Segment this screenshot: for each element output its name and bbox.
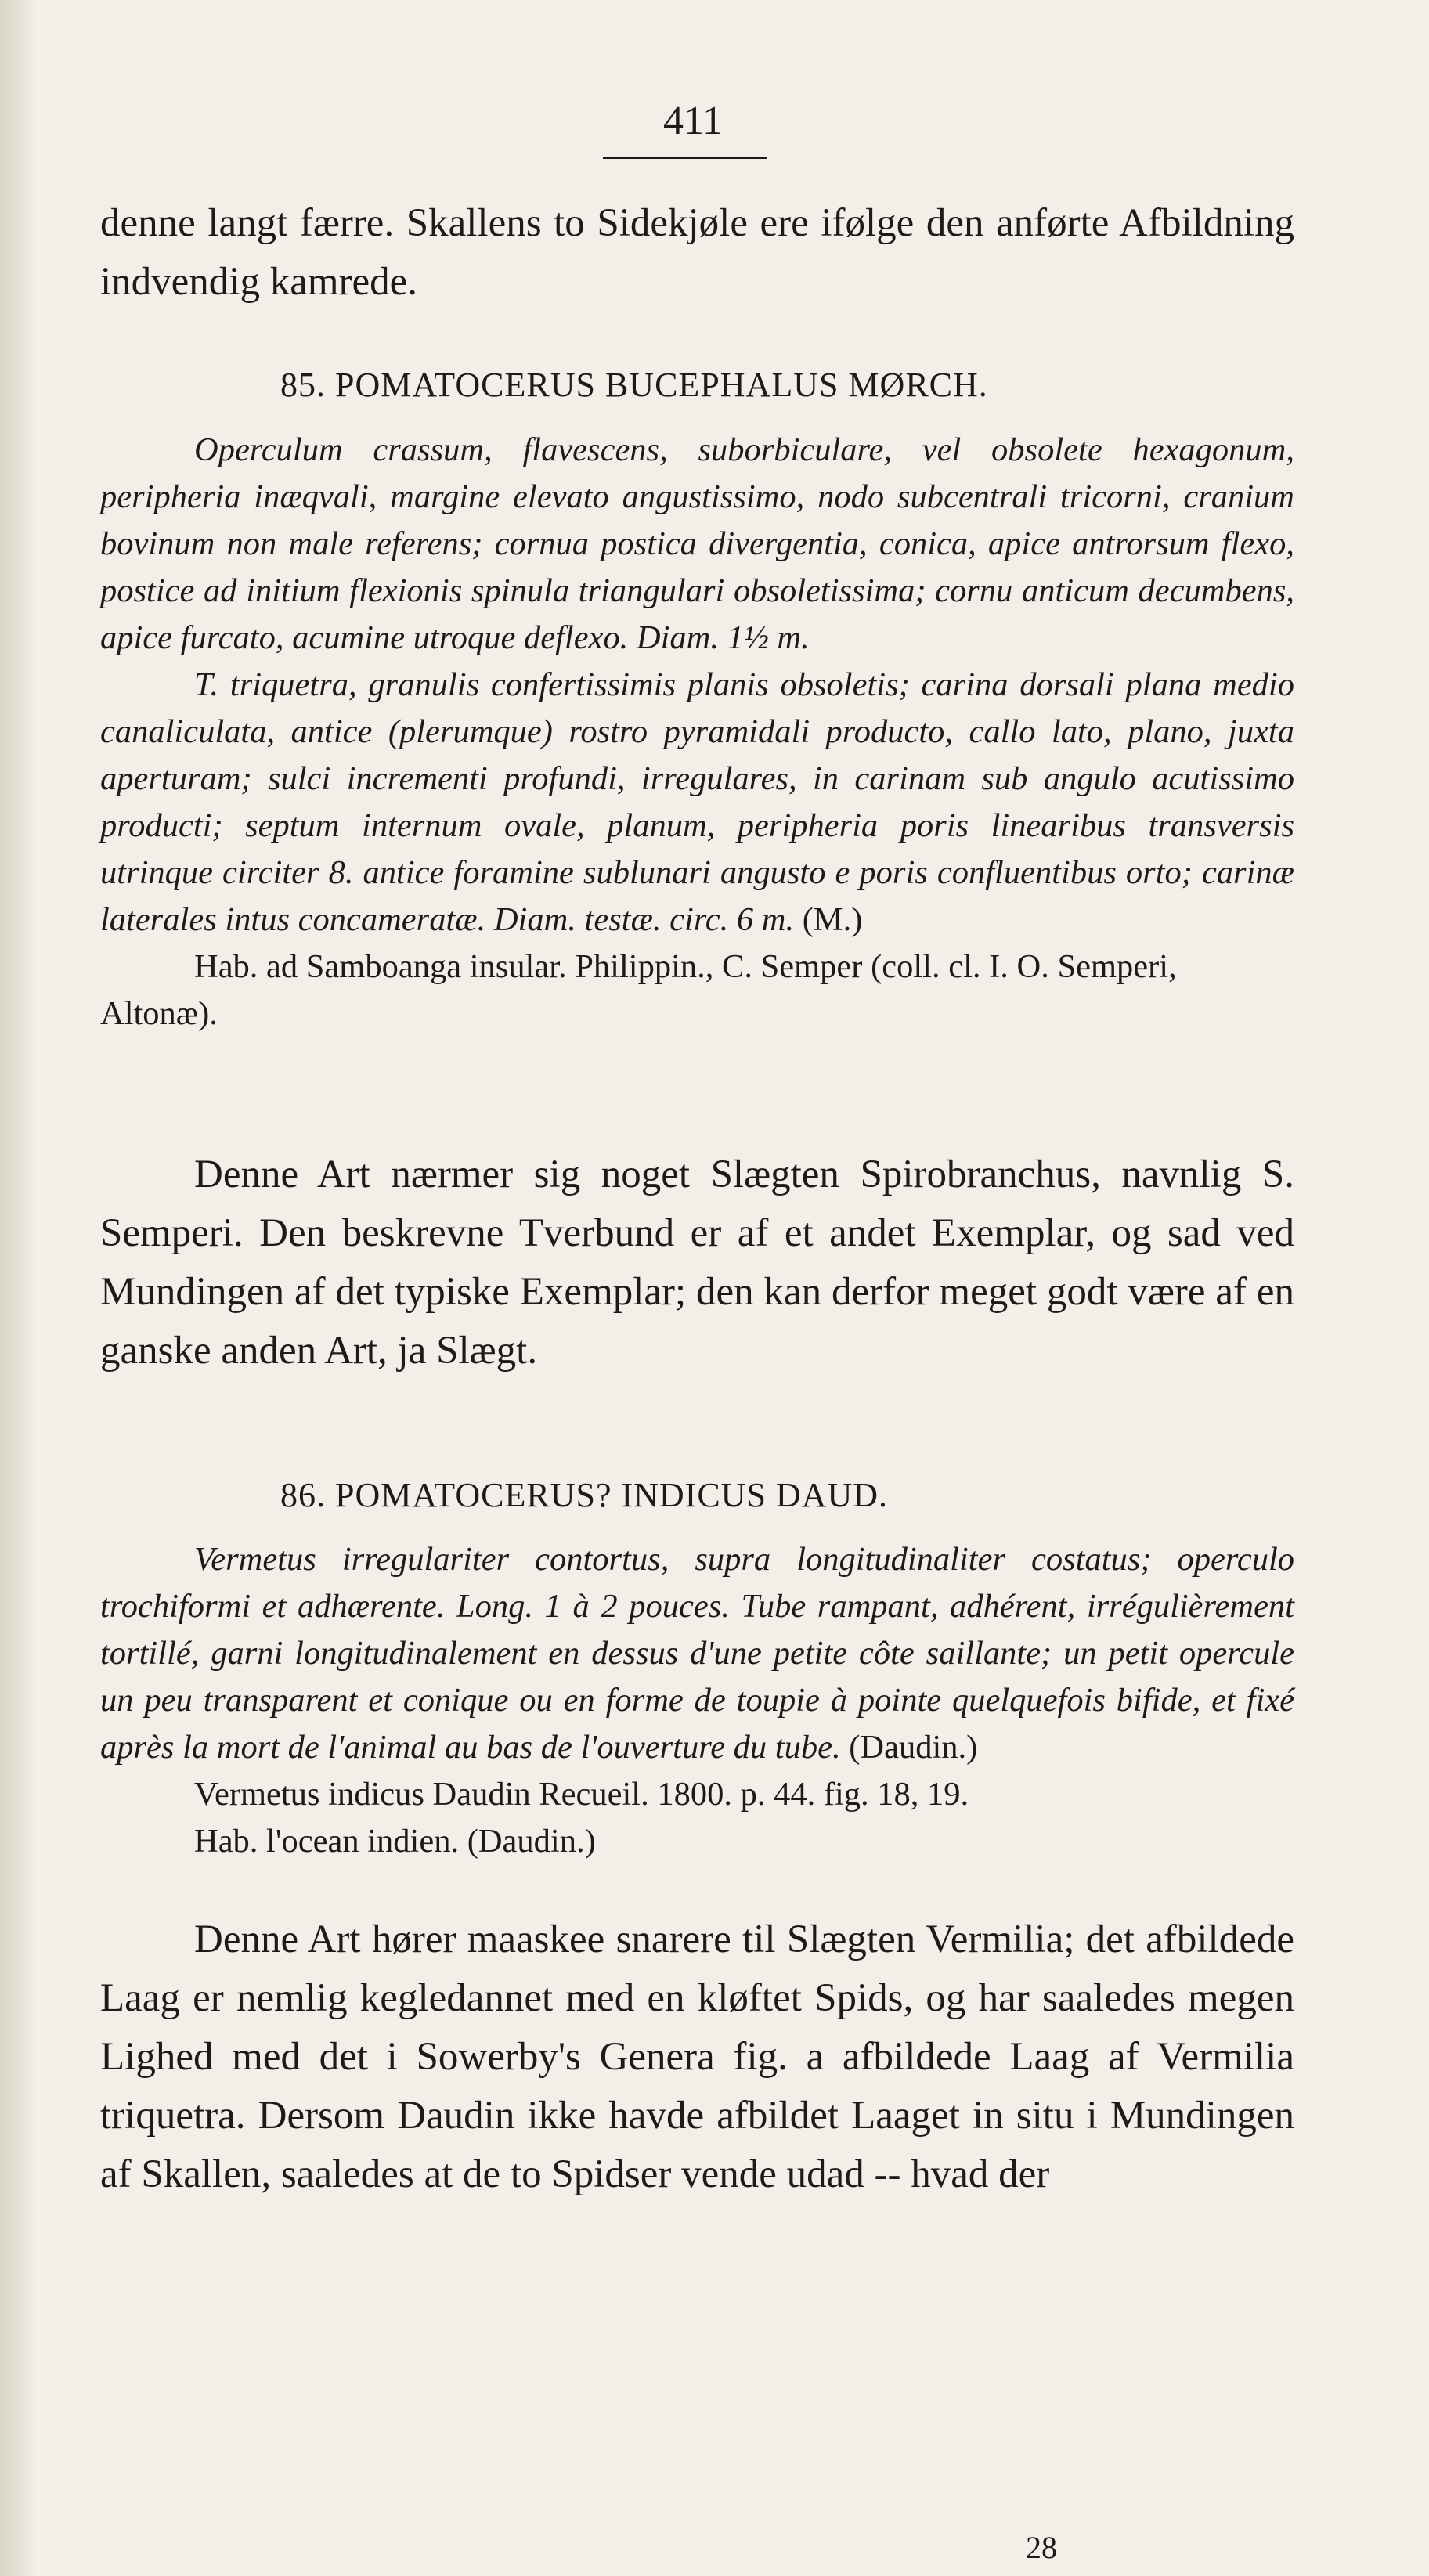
species-86-habitat: Hab. l'ocean indien. (Daudin.) <box>194 1823 596 1860</box>
species-85-description-testa <box>100 662 1294 943</box>
species-86-heading-block <box>100 1472 1294 1519</box>
species-85-author: (M.) <box>802 901 863 938</box>
species-85-heading: 85. POMATOCERUS BUCEPHALUS MØRCH. <box>280 366 988 404</box>
species-85-description-testa-text: T. triquetra, granulis confertissimis planis obsoletis; carina dorsali plana medio canaliculata, antice (plerumque) rostro pyramidali producto, callo lato, plano, juxta aperturam; sulci incrementi profundi, irregulares, in carinam sub angulo acutissimo producti; septum internum ovale, planum, peripheria poris linearibus transversis utrinque circiter 8. antice foramine sublunari angusto e poris confluentibus orto; carinæ laterales intus concameratæ. Diam. testæ. circ. 6 m. <box>100 666 1294 938</box>
intro-paragraph-block <box>100 194 1294 312</box>
species-86-reference: Vermetus indicus Daudin Recueil. 1800. p. 44. fig. 18, 19. <box>194 1776 969 1813</box>
species-86-remark: Denne Art hører maaskee snarere til Slægten Vermilia; det afbildede Laag er nemlig kegledannet med en kløftet Spids, og har saaledes megen Lighed med det i Sowerby's Genera fig. a afbildede Laag af Vermilia triquetra. Dersom Daudin ikke havde afbildet Laaget in situ i Mundingen af Skallen, saaledes at de to Spidser vende udad -- hvad der <box>100 1918 1294 2196</box>
page-spine-shadow <box>0 0 36 2576</box>
intro-paragraph: denne langt færre. Skallens to Sidekjøle ere ifølge den anførte Afbildning indvendig kamrede. <box>100 201 1294 304</box>
species-86-remark-block <box>100 1910 1294 2204</box>
page-number: 411 <box>662 99 724 143</box>
species-85-remark-block <box>100 1145 1294 1380</box>
species-85-description-block <box>100 427 1294 1037</box>
species-86-description-block <box>100 1536 1294 1865</box>
species-86-heading: 86. POMATOCERUS? INDICUS DAUD. <box>280 1476 889 1514</box>
printer-signature: 28 <box>1026 2530 1057 2565</box>
species-85-heading-block <box>100 362 1294 409</box>
page-number-rule <box>603 157 767 159</box>
species-86-description <box>100 1536 1294 1771</box>
species-85-habitat: Hab. ad Samboanga insular. Philippin., C. Semper (coll. cl. I. O. Semperi, Altonæ). <box>100 948 1177 1032</box>
species-86-description-text: Vermetus irregulariter contortus, supra longitudinaliter costatus; operculo trochiformi et adhærente. Long. 1 à 2 pouces. Tube rampant, adhérent, irrégulièrement tortillé, garni longitudinalement en dessus d'une petite côte saillante; un petit opercule un peu transparent et conique ou en forme de toupie à pointe quelquefois bifide, et fixé après la mort de l'animal au bas de l'ouverture du tube. <box>100 1541 1294 1766</box>
species-86-author: (Daudin.) <box>849 1729 978 1766</box>
species-85-description: Operculum crassum, flavescens, suborbiculare, vel obsolete hexagonum, peripheria inæqvali, margine elevato angustissimo, nodo subcentrali tricorni, cranium bovinum non male referens; cornua postica divergentia, conica, apice antrorsum flexo, postice ad initium flexionis spinula triangulari obsoletissima; cornu anticum decumbens, apice furcato, acumine utroque deflexo. Diam. 1½ m. <box>100 431 1294 656</box>
species-85-remark: Denne Art nærmer sig noget Slægten Spirobranchus, navnlig S. Semperi. Den beskrevne Tverbund er af et andet Exemplar, og sad ved Mundingen af det typiske Exemplar; den kan derfor meget godt være af en ganske anden Art, ja Slægt. <box>100 1153 1294 1373</box>
